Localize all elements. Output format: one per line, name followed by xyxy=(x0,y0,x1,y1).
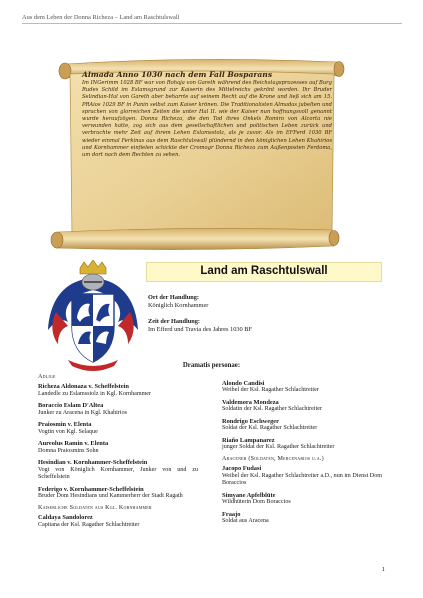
person-desc: Weibel der Ksl. Ragather Schlachtreiter a.D., nun im Dienst Dom Boraccios xyxy=(222,472,382,487)
person-entry xyxy=(222,399,382,414)
person-name: Praiosmin v. Elenta xyxy=(38,421,92,429)
dramatis-title: Dramatis personae: xyxy=(182,362,241,369)
person-entry xyxy=(38,402,198,417)
person-entry xyxy=(222,465,382,487)
person-entry xyxy=(38,486,198,501)
person-name: Simyane Apfelblüte xyxy=(222,491,276,499)
person-name: Fraajo xyxy=(222,510,241,518)
left-column xyxy=(38,374,198,533)
person-desc: Bruder Dom Hesindians und Kammerherr der Stadt Ragath xyxy=(38,493,183,500)
person-entry xyxy=(222,437,382,452)
person-name: Aureolus Ramin v. Elenta xyxy=(38,440,109,448)
person-entry xyxy=(222,511,382,526)
page-number: 1 xyxy=(381,566,385,573)
person-desc: Capitana der Ksl. Ragather Schlachtreiter xyxy=(38,521,140,528)
document-title: Land am Raschtulswall xyxy=(200,265,328,277)
person-desc: Vogt von Königlich Kornhammer, Junker von und zu Scheffelstein xyxy=(38,466,198,481)
page-header: Aus dem Leben der Donna Richeza – Land am Raschtulswall xyxy=(22,14,402,24)
section-heading: Kaiserliche Soldaten aus Kgl. Kornhammer xyxy=(38,504,152,511)
place-value: Königlich Kornhammer xyxy=(148,302,209,309)
section-heading: Adlige xyxy=(38,374,56,380)
title-banner xyxy=(146,262,382,282)
person-name: Riaño Lampanarez xyxy=(222,437,275,444)
person-name: Rondrigo Eschweger xyxy=(222,418,279,425)
person-name: Alondo Candisi xyxy=(222,380,265,387)
scroll-text: Im INGerimm 1028 BF war von Rohaja von Gareth während des Reichstagsprozesses auf Burg Rudes Schild im Eslamsgrund zur Kaiserin des Mittelreichs gekrönt worden. Ihr Bruder Selindian-Hal von Gareth aber beharrte auf seinem Recht auf die Krone und ließ sich am 15. PRAios 1029 BF in Punin selbst zum Kaiser krönen. Die Traditionalisten Almadas jubelten und sprachen von glorreichen Zeiten die unter Hal II. wie der Kaiser nun hoffnungsvoll genannt wurde heraufzögen. Donna Richeza, die den Tod ihres Onkels Romiro von Alcorta nie verwunden hatte, zog sich aus dem gesellschaftlichen und politischen Leben zurück und verbrachte mehr Zeit auf ihrem Lehen Eslamsstolz, als je zuvor. Als im EFFerd 1030 BF wieder einmal Ferkinas aus dem Raschtulswall plündernd in den königlichen Lehen Khahirios und Kornhammer einfielen schickte der Cromogr Donna Richeza zum Außenposten Ferdoma, um dort nach dem Rechten zu sehen. xyxy=(82,80,332,159)
place-label: Ort der Handlung: xyxy=(148,294,199,301)
person-desc: Landedle zu Eslamsstolz in Kgl. Kornhammer xyxy=(38,390,152,397)
person-name: Jacopo Fudasi xyxy=(222,465,262,473)
section-heading: Aracener (Soldaten, Mercenarios u.a.) xyxy=(222,456,324,462)
person-desc: Soldat der Ksl. Ragather Schlachtreiter xyxy=(222,425,318,432)
person-name: Hesindian v. Kornhammer-Scheffelstein xyxy=(38,459,148,467)
time-label: Zeit der Handlung: xyxy=(148,318,201,325)
person-desc: Wildhüterin Dom Boraccios xyxy=(222,499,291,506)
person-name: Caldaya Sandolorez xyxy=(38,514,93,522)
person-desc: Soldatin der Ksl. Ragather Schlachtreiter xyxy=(222,406,323,413)
parchment-scroll xyxy=(48,54,348,254)
coat-of-arms-icon xyxy=(44,260,142,372)
time-block xyxy=(148,318,252,334)
scroll-title: Almada Anno 1030 nach dem Fall Bosparans xyxy=(82,70,273,79)
person-desc: Vogtin von Kgl. Selaque xyxy=(38,428,98,435)
person-entry xyxy=(222,380,382,395)
person-entry xyxy=(38,421,198,436)
person-entry xyxy=(38,514,198,529)
person-entry xyxy=(38,440,198,455)
person-name: Valdemora Mondeza xyxy=(222,399,279,406)
person-entry xyxy=(222,492,382,507)
person-entry xyxy=(38,459,198,481)
person-desc: Weibel der Ksl. Ragather Schlachtreiter xyxy=(222,387,319,394)
person-desc: junger Soldat der Ksl. Ragather Schlachtreiter xyxy=(222,444,335,451)
person-name: Federigo v. Kornhammer-Scheffelstein xyxy=(38,485,144,493)
right-column xyxy=(222,380,382,530)
person-desc: Junker zu Aracena in Kgl. Khahirios xyxy=(38,409,128,416)
person-entry xyxy=(38,383,198,398)
time-value: Im Efferd und Travia des Jahres 1030 BF xyxy=(148,326,252,333)
person-desc: Soldat aus Aracena xyxy=(222,518,269,525)
person-entry xyxy=(222,418,382,433)
place-block xyxy=(148,294,208,310)
coat-of-arms xyxy=(44,260,142,372)
person-desc: Domna Praiosmins Sohn xyxy=(38,447,99,454)
person-name: Boraccio Eslam D'Altea xyxy=(38,402,104,410)
person-name: Richeza Aldonaza v. Scheffelstein xyxy=(38,383,129,391)
